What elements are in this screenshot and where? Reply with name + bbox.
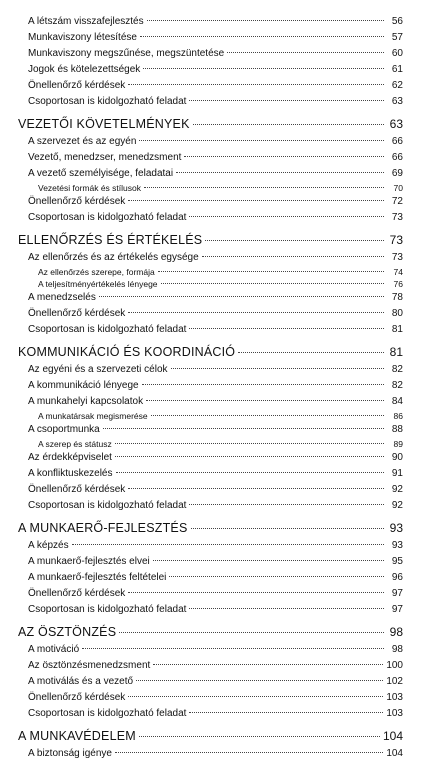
toc-page-number: 73 bbox=[391, 252, 403, 263]
toc-entry-title: A szervezet és az egyén bbox=[28, 136, 137, 147]
toc-entry-title: Vezetési formák és stílusok bbox=[38, 183, 141, 193]
toc-entry-title: A munkaerő-fejlesztés elvei bbox=[28, 556, 150, 567]
toc-leader-dots bbox=[176, 172, 384, 173]
toc-leader-dots bbox=[189, 216, 384, 217]
toc-page-number: 90 bbox=[391, 452, 403, 463]
toc-page-number: 72 bbox=[391, 196, 403, 207]
toc-leader-dots bbox=[193, 124, 384, 125]
toc-entry-title: Jogok és kötelezettségek bbox=[28, 64, 141, 75]
toc-page-number: 57 bbox=[391, 32, 403, 43]
toc-entry-title: Csoportosan is kidolgozható feladat bbox=[28, 212, 187, 223]
toc-subsection-entry bbox=[18, 266, 403, 278]
toc-chapter-entry bbox=[18, 338, 403, 362]
toc-entry-title: Önellenőrző kérdések bbox=[28, 308, 126, 319]
toc-entry-title: Munkaviszony létesítése bbox=[28, 32, 137, 43]
toc-page-number: 103 bbox=[386, 708, 403, 719]
toc-leader-dots bbox=[72, 544, 384, 545]
toc-leader-dots bbox=[189, 100, 384, 101]
toc-page-number: 78 bbox=[391, 292, 403, 303]
toc-entry-title: A munkahelyi kapcsolatok bbox=[28, 396, 144, 407]
toc-leader-dots bbox=[115, 443, 384, 444]
toc-entry-title: Csoportosan is kidolgozható feladat bbox=[28, 604, 187, 615]
toc-entry-title: Önellenőrző kérdések bbox=[28, 80, 126, 91]
toc-page-number: 81 bbox=[391, 324, 403, 335]
toc-section-entry bbox=[18, 746, 403, 762]
toc-entry-title: Vezető, menedzser, menedzsment bbox=[28, 152, 182, 163]
toc-section-entry bbox=[18, 362, 403, 378]
toc-page-number: 98 bbox=[389, 625, 403, 639]
toc-page-number: 63 bbox=[391, 96, 403, 107]
toc-leader-dots bbox=[115, 752, 383, 753]
toc-page-number: 91 bbox=[391, 468, 403, 479]
toc-leader-dots bbox=[147, 20, 384, 21]
toc-leader-dots bbox=[128, 488, 384, 489]
toc-page-number: 102 bbox=[386, 676, 403, 687]
toc-section-entry bbox=[18, 498, 403, 514]
toc-section-entry bbox=[18, 210, 403, 226]
toc-section-entry bbox=[18, 394, 403, 410]
toc-section-entry bbox=[18, 250, 403, 266]
toc-subsection-entry bbox=[18, 278, 403, 290]
toc-leader-dots bbox=[143, 68, 384, 69]
toc-leader-dots bbox=[99, 296, 384, 297]
toc-entry-title: VEZETŐI KÖVETELMÉNYEK bbox=[18, 117, 190, 131]
toc-leader-dots bbox=[171, 368, 384, 369]
toc-leader-dots bbox=[116, 472, 385, 473]
toc-page-number: 84 bbox=[391, 396, 403, 407]
toc-page-number: 82 bbox=[391, 380, 403, 391]
toc-page-number: 81 bbox=[389, 345, 403, 359]
toc-leader-dots bbox=[238, 352, 384, 353]
toc-section-entry bbox=[18, 94, 403, 110]
toc-section-entry bbox=[18, 482, 403, 498]
toc-chapter-entry bbox=[18, 110, 403, 134]
toc-leader-dots bbox=[136, 680, 383, 681]
toc-section-entry bbox=[18, 78, 403, 94]
toc-page-number: 97 bbox=[391, 604, 403, 615]
toc-section-entry bbox=[18, 30, 403, 46]
toc-entry-title: A MUNKAERŐ-FEJLESZTÉS bbox=[18, 521, 188, 535]
toc-chapter-entry bbox=[18, 514, 403, 538]
toc-leader-dots bbox=[128, 592, 384, 593]
toc-section-entry bbox=[18, 166, 403, 182]
toc-subsection-entry bbox=[18, 410, 403, 422]
toc-entry-title: A motiváció bbox=[28, 644, 80, 655]
toc-page-number: 93 bbox=[389, 521, 403, 535]
toc-entry-title: Csoportosan is kidolgozható feladat bbox=[28, 96, 187, 107]
toc-section-entry bbox=[18, 290, 403, 306]
toc-page-number: 92 bbox=[391, 484, 403, 495]
toc-section-entry bbox=[18, 306, 403, 322]
toc-page-number: 98 bbox=[391, 644, 403, 655]
toc-leader-dots bbox=[189, 608, 384, 609]
toc-leader-dots bbox=[189, 504, 384, 505]
toc-page-number: 73 bbox=[389, 233, 403, 247]
toc-entry-title: A munkatársak megismerése bbox=[38, 411, 148, 421]
toc-page-number: 56 bbox=[391, 16, 403, 27]
toc-leader-dots bbox=[191, 528, 384, 529]
toc-entry-title: A konfliktuskezelés bbox=[28, 468, 113, 479]
toc-section-entry bbox=[18, 538, 403, 554]
toc-leader-dots bbox=[103, 428, 384, 429]
toc-chapter-entry bbox=[18, 722, 403, 746]
toc-section-entry bbox=[18, 378, 403, 394]
toc-entry-title: A csoportmunka bbox=[28, 424, 100, 435]
toc-page-number: 66 bbox=[391, 152, 403, 163]
toc-section-entry bbox=[18, 466, 403, 482]
toc-section-entry bbox=[18, 706, 403, 722]
toc-section-entry bbox=[18, 554, 403, 570]
toc-entry-title: A létszám visszafejlesztés bbox=[28, 16, 144, 27]
toc-section-entry bbox=[18, 658, 403, 674]
toc-subsection-entry bbox=[18, 438, 403, 450]
toc-page-number: 74 bbox=[393, 267, 403, 277]
toc-entry-title: A képzés bbox=[28, 540, 69, 551]
toc-page-number: 88 bbox=[391, 424, 403, 435]
toc-entry-title: Az ellenőrzés szerepe, formája bbox=[38, 267, 155, 277]
toc-entry-title: Az érdekképviselet bbox=[28, 452, 112, 463]
toc-section-entry bbox=[18, 14, 403, 30]
toc-entry-title: Csoportosan is kidolgozható feladat bbox=[28, 324, 187, 335]
toc-leader-dots bbox=[139, 736, 380, 737]
toc-page-number: 61 bbox=[391, 64, 403, 75]
toc-entry-title: AZ ÖSZTÖNZÉS bbox=[18, 625, 117, 639]
toc-entry-title: A motiválás és a vezető bbox=[28, 676, 134, 687]
toc-leader-dots bbox=[153, 664, 383, 665]
toc-page-number: 89 bbox=[393, 439, 403, 449]
toc-page-number: 96 bbox=[391, 572, 403, 583]
toc-entry-title: KOMMUNIKÁCIÓ ÉS KOORDINÁCIÓ bbox=[18, 345, 236, 359]
toc-section-entry bbox=[18, 194, 403, 210]
toc-leader-dots bbox=[189, 328, 384, 329]
table-of-contents bbox=[18, 14, 403, 762]
toc-page-number: 66 bbox=[391, 136, 403, 147]
toc-leader-dots bbox=[158, 271, 384, 272]
toc-page-number: 95 bbox=[391, 556, 403, 567]
toc-page-number: 103 bbox=[386, 692, 403, 703]
toc-entry-title: A MUNKAVÉDELEM bbox=[18, 729, 136, 743]
toc-leader-dots bbox=[189, 712, 383, 713]
toc-page-number: 100 bbox=[386, 660, 403, 671]
toc-section-entry bbox=[18, 46, 403, 62]
toc-page-number: 63 bbox=[389, 117, 403, 131]
toc-leader-dots bbox=[146, 400, 384, 401]
toc-leader-dots bbox=[128, 312, 384, 313]
toc-entry-title: Az egyéni és a szervezeti célok bbox=[28, 364, 168, 375]
toc-page-number: 62 bbox=[391, 80, 403, 91]
toc-entry-title: A munkaerő-fejlesztés feltételei bbox=[28, 572, 167, 583]
toc-chapter-entry bbox=[18, 618, 403, 642]
toc-section-entry bbox=[18, 422, 403, 438]
toc-section-entry bbox=[18, 642, 403, 658]
toc-leader-dots bbox=[82, 648, 384, 649]
toc-page-number: 93 bbox=[391, 540, 403, 551]
toc-page-number: 80 bbox=[391, 308, 403, 319]
toc-leader-dots bbox=[128, 84, 384, 85]
toc-page-number: 69 bbox=[391, 168, 403, 179]
toc-leader-dots bbox=[139, 140, 384, 141]
toc-page-number: 86 bbox=[393, 411, 403, 421]
toc-entry-title: Csoportosan is kidolgozható feladat bbox=[28, 708, 187, 719]
toc-section-entry bbox=[18, 134, 403, 150]
toc-page-number: 104 bbox=[386, 748, 403, 759]
toc-leader-dots bbox=[205, 240, 384, 241]
toc-leader-dots bbox=[202, 256, 384, 257]
toc-entry-title: Önellenőrző kérdések bbox=[28, 196, 126, 207]
toc-leader-dots bbox=[128, 696, 383, 697]
toc-section-entry bbox=[18, 150, 403, 166]
toc-entry-title: A menedzselés bbox=[28, 292, 96, 303]
toc-entry-title: Az ellenőrzés és az értékelés egysége bbox=[28, 252, 199, 263]
toc-chapter-entry bbox=[18, 226, 403, 250]
toc-entry-title: Önellenőrző kérdések bbox=[28, 484, 126, 495]
toc-entry-title: Munkaviszony megszűnése, megszüntetése bbox=[28, 48, 225, 59]
toc-page-number: 82 bbox=[391, 364, 403, 375]
toc-section-entry bbox=[18, 62, 403, 78]
toc-page-number: 92 bbox=[391, 500, 403, 511]
toc-page-number: 60 bbox=[391, 48, 403, 59]
toc-entry-title: A teljesítményértékelés lényege bbox=[38, 279, 158, 289]
toc-leader-dots bbox=[151, 415, 384, 416]
toc-leader-dots bbox=[142, 384, 384, 385]
toc-section-entry bbox=[18, 586, 403, 602]
toc-subsection-entry bbox=[18, 182, 403, 194]
toc-entry-title: ELLENŐRZÉS ÉS ÉRTÉKELÉS bbox=[18, 233, 203, 247]
toc-section-entry bbox=[18, 602, 403, 618]
toc-leader-dots bbox=[184, 156, 384, 157]
toc-entry-title: Önellenőrző kérdések bbox=[28, 588, 126, 599]
toc-section-entry bbox=[18, 570, 403, 586]
toc-leader-dots bbox=[128, 200, 384, 201]
toc-page-number: 73 bbox=[391, 212, 403, 223]
toc-section-entry bbox=[18, 450, 403, 466]
toc-entry-title: Az ösztönzésmenedzsment bbox=[28, 660, 151, 671]
toc-entry-title: A szerep és státusz bbox=[38, 439, 112, 449]
toc-page-number: 104 bbox=[382, 729, 403, 743]
toc-leader-dots bbox=[169, 576, 384, 577]
toc-leader-dots bbox=[115, 456, 384, 457]
toc-section-entry bbox=[18, 322, 403, 338]
toc-leader-dots bbox=[161, 283, 384, 284]
toc-page-number: 97 bbox=[391, 588, 403, 599]
toc-leader-dots bbox=[140, 36, 384, 37]
toc-section-entry bbox=[18, 674, 403, 690]
toc-entry-title: Csoportosan is kidolgozható feladat bbox=[28, 500, 187, 511]
toc-leader-dots bbox=[119, 632, 384, 633]
toc-page-number: 76 bbox=[393, 279, 403, 289]
toc-page-number: 70 bbox=[393, 183, 403, 193]
toc-leader-dots bbox=[153, 560, 384, 561]
toc-entry-title: A kommunikáció lényege bbox=[28, 380, 139, 391]
toc-leader-dots bbox=[227, 52, 384, 53]
toc-entry-title: A vezető személyisége, feladatai bbox=[28, 168, 174, 179]
toc-leader-dots bbox=[144, 187, 384, 188]
toc-entry-title: Önellenőrző kérdések bbox=[28, 692, 126, 703]
toc-entry-title: A biztonság igénye bbox=[28, 748, 112, 759]
toc-section-entry bbox=[18, 690, 403, 706]
